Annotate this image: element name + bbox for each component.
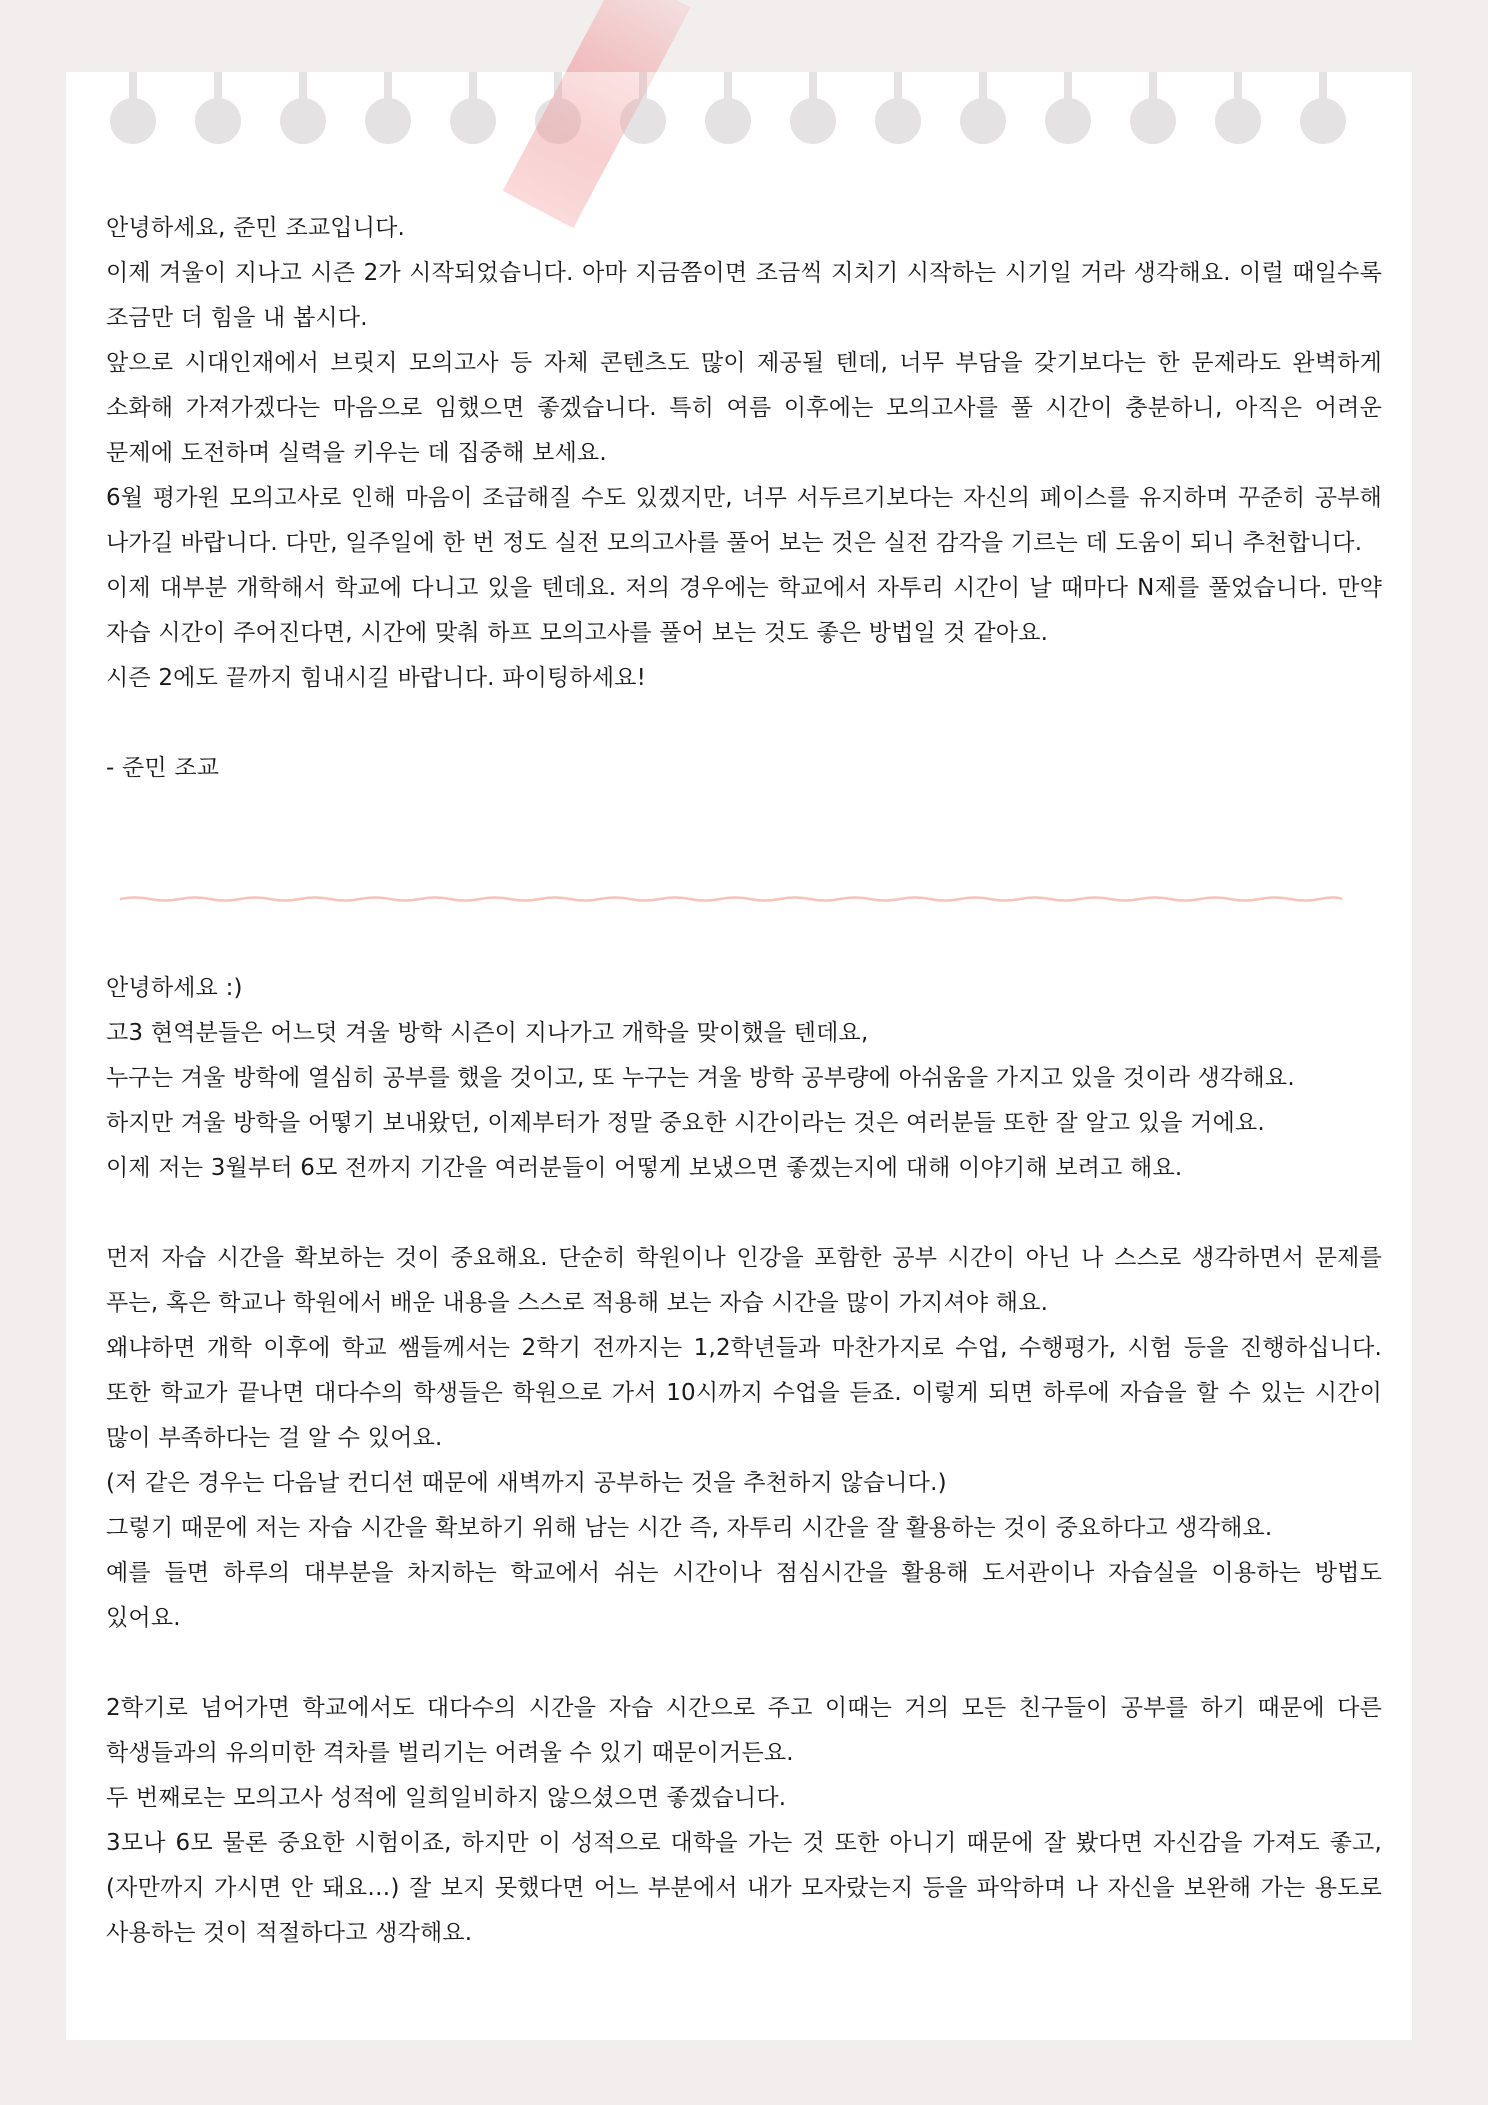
binding-hole xyxy=(1300,98,1346,144)
binding-hole xyxy=(875,98,921,144)
binding-hole xyxy=(450,98,496,144)
note-paragraph: 누구는 겨울 방학에 열심히 공부를 했을 것이고, 또 누구는 겨울 방학 공부량에 아쉬움을 가지고 있을 것이라 생각해요. xyxy=(106,1065,1295,1091)
note-paragraph: 하지만 겨울 방학을 어떻기 보내왔던, 이제부터가 정말 중요한 시간이라는 것은 여러분들 또한 잘 알고 있을 거에요. xyxy=(106,1110,1265,1136)
note-paragraph: (저 같은 경우는 다음날 컨디션 때문에 새벽까지 공부하는 것을 추천하지 않습니다.) xyxy=(106,1470,947,1496)
signature: - 준민 조교 xyxy=(106,755,220,781)
note-paragraph: 3모나 6모 물론 중요한 시험이죠, 하지만 이 성적으로 대학을 가는 것 또한 아니기 때문에 잘 봤다면 자신감을 가져도 좋고, (자만까지 가시면 안 돼요…) 잘 보지 못했다면 어느 부분에서 내가 모자랐는지 등을 파악하며 나 자신을 보완해 가는 용도로 사용하는 것이 적절하다고 생각해요. xyxy=(106,1830,1382,1946)
binding-hole xyxy=(110,98,156,144)
binding-hole xyxy=(1045,98,1091,144)
note-paragraph: 예를 들면 하루의 대부분을 차지하는 학교에서 쉬는 시간이나 점심시간을 활용해 도서관이나 자습실을 이용하는 방법도 있어요. xyxy=(106,1560,1382,1631)
note-paragraph: 이제 대부분 개학해서 학교에 다니고 있을 텐데요. 저의 경우에는 학교에서 자투리 시간이 날 때마다 N제를 풀었습니다. 만약 자습 시간이 주어진다면, 시간에 맞춰 하프 모의고사를 풀어 보는 것도 좋은 방법일 것 같아요. xyxy=(106,575,1382,646)
spiral-binding-holes xyxy=(66,72,1412,192)
binding-hole xyxy=(960,98,1006,144)
note-paragraph: 이제 겨울이 지나고 시즌 2가 시작되었습니다. 아마 지금쯤이면 조금씩 지치기 시작하는 시기일 거라 생각해요. 이럴 때일수록 조금만 더 힘을 내 봅시다. xyxy=(106,260,1382,331)
note-paragraph: 이제 저는 3월부터 6모 전까지 기간을 여러분들이 어떻게 보냈으면 좋겠는지에 대해 이야기해 보려고 해요. xyxy=(106,1155,1183,1181)
notepad-paper xyxy=(66,72,1412,2040)
greeting-line: 안녕하세요 :) xyxy=(106,975,243,1001)
binding-hole xyxy=(195,98,241,144)
note-section-1 xyxy=(106,206,1382,791)
binding-hole xyxy=(705,98,751,144)
wavy-divider xyxy=(120,894,1342,904)
note-paragraph: 왜냐하면 개학 이후에 학교 쌤들께서는 2학기 전까지는 1,2학년들과 마찬가지로 수업, 수행평가, 시험 등을 진행하십니다. 또한 학교가 끝나면 대다수의 학생들은 학원으로 가서 10시까지 수업을 듣죠. 이렇게 되면 하루에 자습을 할 수 있는 시간이 많이 부족하다는 걸 알 수 있어요. xyxy=(106,1335,1382,1451)
note-paragraph: 두 번째로는 모의고사 성적에 일희일비하지 않으셨으면 좋겠습니다. xyxy=(106,1785,787,1811)
binding-hole xyxy=(1130,98,1176,144)
binding-hole xyxy=(1215,98,1261,144)
greeting-line: 안녕하세요, 준민 조교입니다. xyxy=(106,215,406,241)
note-paragraph: 2학기로 넘어가면 학교에서도 대다수의 시간을 자습 시간으로 주고 이때는 거의 모든 친구들이 공부를 하기 때문에 다른 학생들과의 유의미한 격차를 벌리기는 어려울 수 있기 때문이거든요. xyxy=(106,1695,1382,1766)
binding-hole xyxy=(365,98,411,144)
note-paragraph: 그렇기 때문에 저는 자습 시간을 확보하기 위해 남는 시간 즉, 자투리 시간을 잘 활용하는 것이 중요하다고 생각해요. xyxy=(106,1515,1273,1541)
note-paragraph: 6월 평가원 모의고사로 인해 마음이 조급해질 수도 있겠지만, 너무 서두르기보다는 자신의 페이스를 유지하며 꾸준히 공부해 나가길 바랍니다. 다만, 일주일에 한 번 정도 실전 모의고사를 풀어 보는 것은 실전 감각을 기르는 데 도움이 되니 추천합니다. xyxy=(106,485,1382,556)
binding-hole xyxy=(280,98,326,144)
binding-hole xyxy=(790,98,836,144)
note-paragraph: 앞으로 시대인재에서 브릿지 모의고사 등 자체 콘텐츠도 많이 제공될 텐데, 너무 부담을 갖기보다는 한 문제라도 완벽하게 소화해 가져가겠다는 마음으로 임했으면 좋겠습니다. 특히 여름 이후에는 모의고사를 풀 시간이 충분하니, 아직은 어려운 문제에 도전하며 실력을 키우는 데 집중해 보세요. xyxy=(106,350,1382,466)
note-section-2 xyxy=(106,966,1382,1956)
note-paragraph: 먼저 자습 시간을 확보하는 것이 중요해요. 단순히 학원이나 인강을 포함한 공부 시간이 아닌 나 스스로 생각하면서 문제를 푸는, 혹은 학교나 학원에서 배운 내용을 스스로 적용해 보는 자습 시간을 많이 가지셔야 해요. xyxy=(106,1245,1382,1316)
note-paragraph: 고3 현역분들은 어느덧 겨울 방학 시즌이 지나가고 개학을 맞이했을 텐데요, xyxy=(106,1020,869,1046)
closing-line: 시즌 2에도 끝까지 힘내시길 바랍니다. 파이팅하세요! xyxy=(106,665,647,691)
